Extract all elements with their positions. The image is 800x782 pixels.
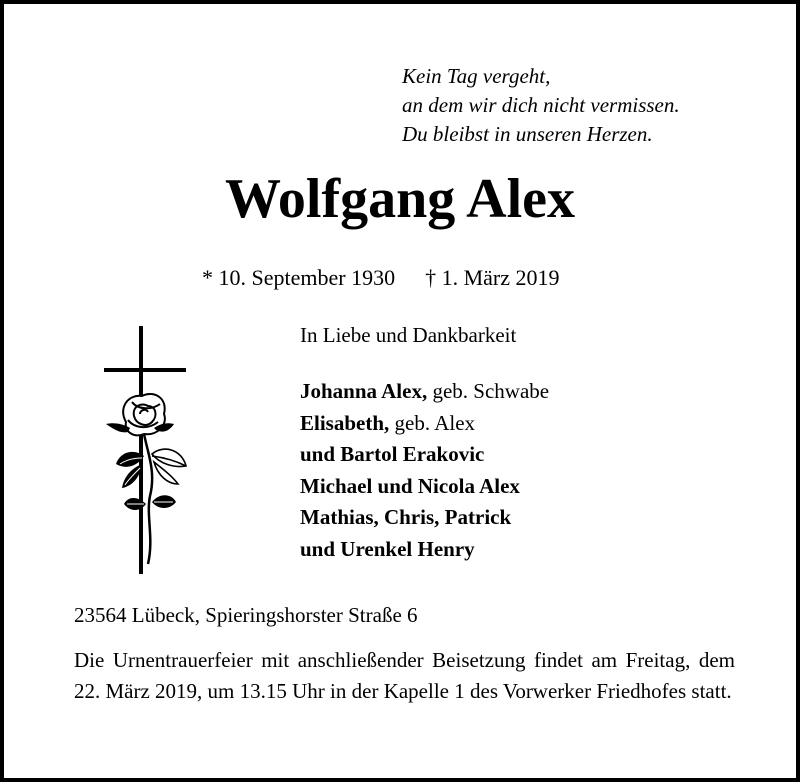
- family-list: [300, 376, 549, 565]
- family-member-note: geb. Alex: [389, 410, 476, 435]
- poem-line: an dem wir dich nicht vermissen.: [402, 93, 680, 117]
- family-member: [300, 471, 549, 503]
- family-member: [300, 376, 549, 408]
- family-member-name: Michael und Nicola Alex: [300, 473, 520, 498]
- death-date: † 1. März 2019: [425, 265, 560, 290]
- family-member: [300, 502, 549, 534]
- poem-line: Kein Tag vergeht,: [402, 64, 551, 88]
- life-dates: [202, 263, 560, 293]
- dedication-line: In Liebe und Dankbarkeit: [300, 323, 517, 347]
- family-member-name: Johanna Alex,: [300, 379, 428, 403]
- poem: [402, 62, 680, 149]
- poem-line: Du bleibst in unseren Herzen.: [402, 122, 653, 146]
- birth-date: * 10. September 1930: [202, 265, 396, 290]
- ceremony-notice: Die Urnentrauerfeier mit anschließender Beisetzung findet am Freitag, dem 22. März 2019, um 13.15 Uhr in der Kapelle 1 des Vorwerker Friedhofes statt.: [74, 648, 735, 703]
- deceased-name: Wolfgang Alex: [224, 168, 576, 230]
- family-member-name: und Bartol Erakovic: [300, 442, 485, 466]
- family-member-note: geb. Schwabe: [427, 379, 550, 403]
- family-member: [300, 534, 549, 566]
- family-member-name: und Urenkel Henry: [300, 536, 475, 561]
- family-member: [300, 408, 549, 440]
- address-line: 23564 Lübeck, Spieringshorster Straße 6: [74, 603, 418, 627]
- family-member-name: Mathias, Chris, Patrick: [300, 505, 512, 529]
- family-member: [300, 439, 549, 471]
- cross-with-rose-icon: [98, 324, 190, 576]
- family-member-name: Elisabeth,: [300, 410, 390, 435]
